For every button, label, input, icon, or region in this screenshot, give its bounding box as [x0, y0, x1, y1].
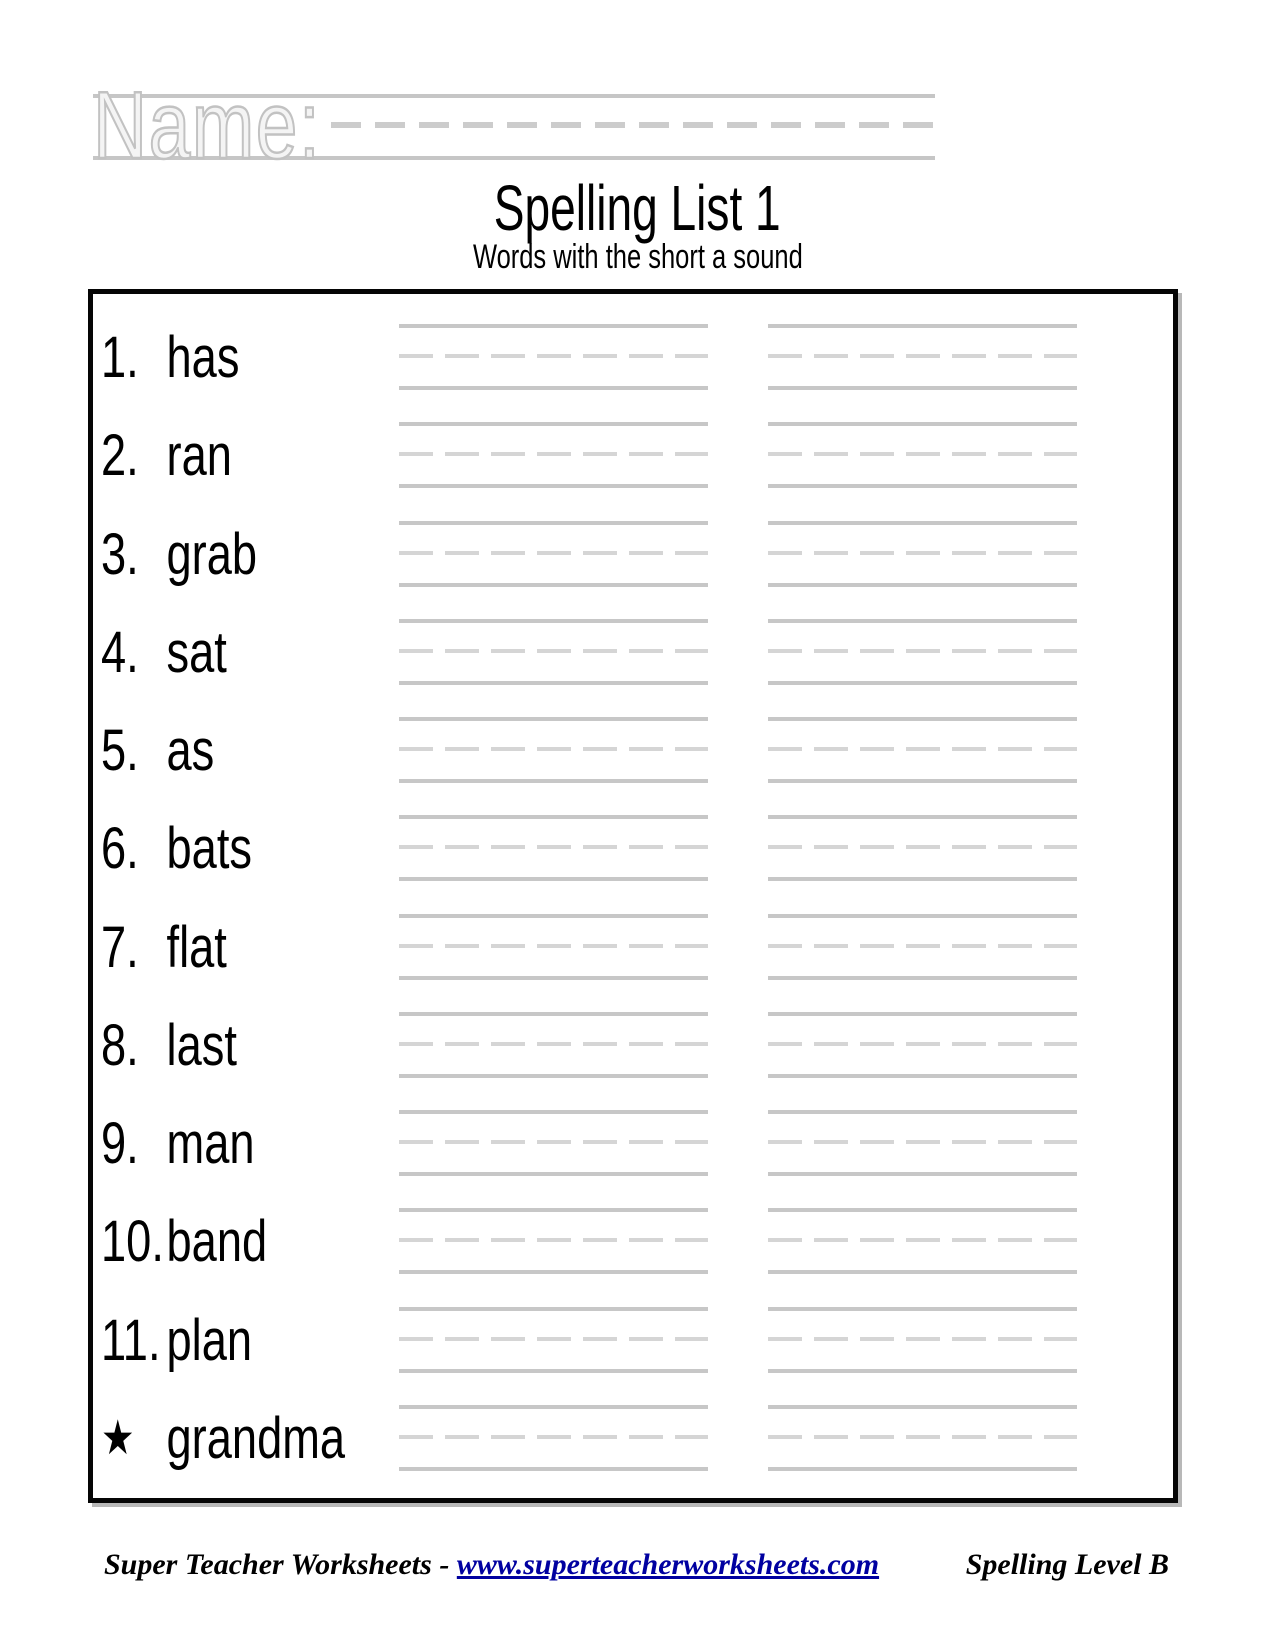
practice-line-left[interactable]	[399, 1208, 708, 1274]
footer	[104, 1548, 1169, 1582]
spelling-word: ran	[166, 422, 232, 488]
word-row	[93, 717, 1173, 783]
word-number: 9.	[101, 1110, 139, 1176]
spelling-word: plan	[166, 1307, 253, 1373]
word-number: 5.	[101, 717, 139, 783]
word-row	[93, 422, 1173, 488]
word-number: 3.	[101, 521, 139, 587]
word-row	[93, 619, 1173, 685]
practice-line-left[interactable]	[399, 914, 708, 980]
spelling-word: grandma	[166, 1405, 346, 1471]
practice-line-right[interactable]	[768, 1405, 1077, 1471]
practice-line-left[interactable]	[399, 422, 708, 488]
word-cell	[101, 815, 252, 881]
word-number: 11.	[101, 1307, 161, 1373]
word-row	[93, 815, 1173, 881]
practice-line-right[interactable]	[768, 324, 1077, 390]
word-number: 4.	[101, 619, 139, 685]
word-row	[93, 1208, 1173, 1274]
word-number: 7.	[101, 914, 139, 980]
word-cell	[101, 521, 257, 587]
page-title: Spelling List 1	[494, 172, 781, 244]
practice-line-right[interactable]	[768, 717, 1077, 783]
word-number: 10.	[101, 1208, 164, 1274]
word-row	[93, 521, 1173, 587]
word-number: 8.	[101, 1012, 139, 1078]
practice-line-left[interactable]	[399, 1307, 708, 1373]
word-cell	[101, 619, 227, 685]
practice-line-left[interactable]	[399, 1405, 708, 1471]
word-number: 6.	[101, 815, 139, 881]
practice-line-right[interactable]	[768, 1208, 1077, 1274]
footer-link[interactable]: www.superteacherworksheets.com	[456, 1548, 880, 1581]
practice-line-right[interactable]	[768, 1307, 1077, 1373]
practice-line-right[interactable]	[768, 422, 1077, 488]
word-row	[93, 914, 1173, 980]
name-field[interactable]	[93, 72, 935, 179]
word-row	[93, 1012, 1173, 1078]
word-cell	[101, 324, 239, 390]
spelling-word: as	[166, 717, 215, 783]
word-cell	[101, 1307, 252, 1373]
word-cell	[101, 1110, 255, 1176]
spelling-word: bats	[166, 815, 253, 881]
word-cell	[101, 1012, 237, 1078]
spelling-word: band	[166, 1208, 268, 1274]
word-cell	[101, 1405, 345, 1471]
practice-line-left[interactable]	[399, 1012, 708, 1078]
star-icon: ★	[101, 1412, 135, 1465]
practice-line-left[interactable]	[399, 521, 708, 587]
word-row	[93, 1110, 1173, 1176]
spelling-word: man	[166, 1110, 255, 1176]
practice-line-left[interactable]	[399, 324, 708, 390]
name-label: Name:	[93, 72, 322, 179]
word-cell	[101, 914, 227, 980]
practice-line-left[interactable]	[399, 1110, 708, 1176]
practice-line-left[interactable]	[399, 815, 708, 881]
spelling-word: has	[166, 324, 240, 390]
footer-level-label: Spelling Level B	[965, 1548, 1169, 1581]
practice-line-right[interactable]	[768, 521, 1077, 587]
word-cell	[101, 717, 214, 783]
practice-line-left[interactable]	[399, 717, 708, 783]
footer-brand: Super Teacher Worksheets - www.superteacherworksheets.com	[104, 1548, 880, 1581]
practice-line-right[interactable]	[768, 815, 1077, 881]
word-number: 1.	[101, 324, 139, 390]
name-guide-dashed-line	[331, 122, 935, 128]
practice-line-left[interactable]	[399, 619, 708, 685]
word-cell	[101, 1208, 267, 1274]
word-list-box	[88, 289, 1178, 1503]
word-cell	[101, 422, 232, 488]
spelling-word: flat	[166, 914, 227, 980]
practice-line-right[interactable]	[768, 619, 1077, 685]
practice-line-right[interactable]	[768, 914, 1077, 980]
spelling-word: grab	[166, 521, 258, 587]
spelling-word: last	[166, 1012, 237, 1078]
word-row	[93, 324, 1173, 390]
practice-line-right[interactable]	[768, 1012, 1077, 1078]
word-row	[93, 1307, 1173, 1373]
word-row	[93, 1405, 1173, 1471]
spelling-word: sat	[166, 619, 227, 685]
page-subtitle: Words with the short a sound	[472, 238, 803, 276]
word-number: 2.	[101, 422, 139, 488]
practice-line-right[interactable]	[768, 1110, 1077, 1176]
